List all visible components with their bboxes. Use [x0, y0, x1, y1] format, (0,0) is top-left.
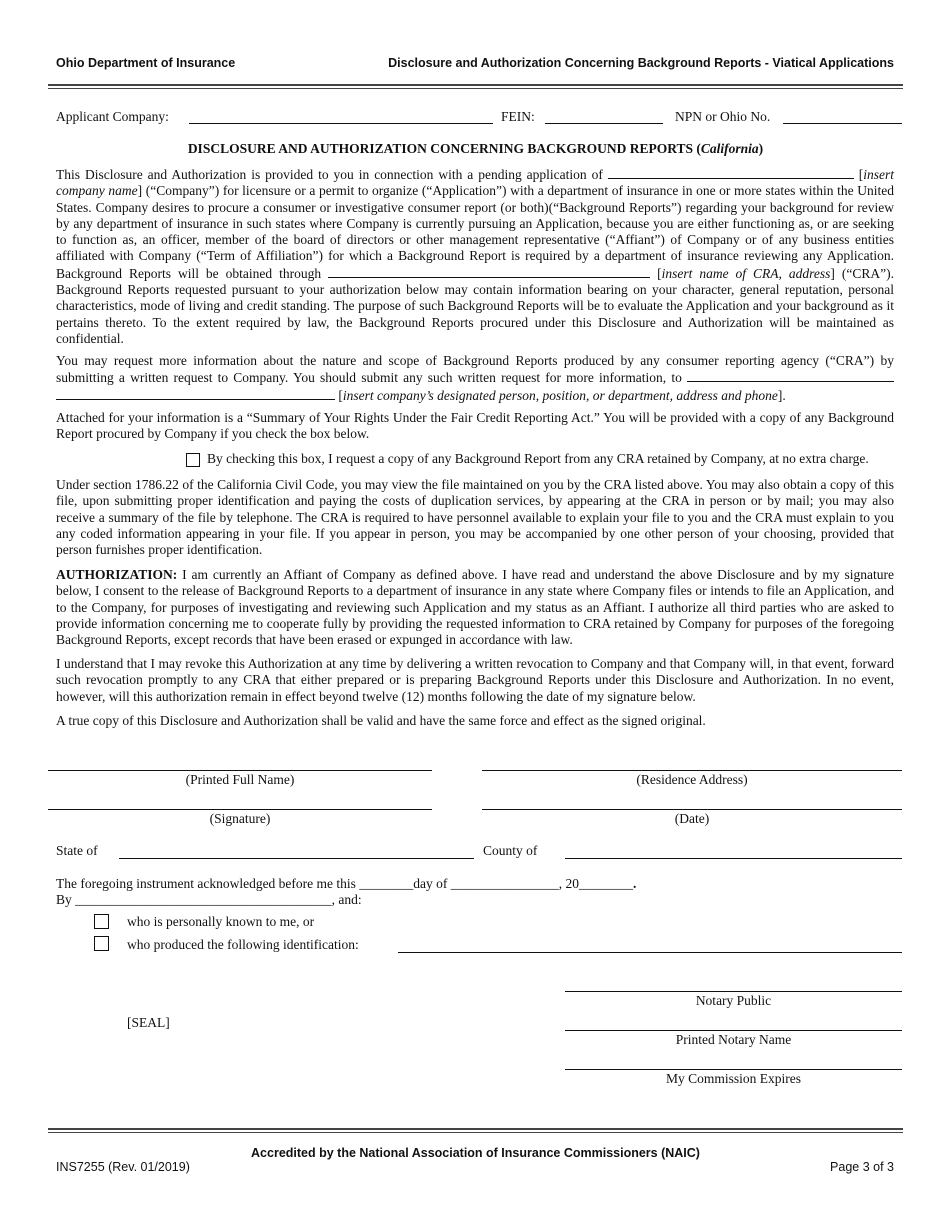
p2-text: You may request more information about the nature and scope of Background Reports produced by any consumer reporting agency (“CRA”) by submitting a written request to Company. You should submit any such written request for more information, to — [56, 353, 894, 386]
disclosure-paragraph — [56, 166, 894, 347]
ack-month-blank[interactable]: ________________ — [450, 876, 559, 891]
p1-bracket: [ — [853, 167, 864, 182]
notary-public-line[interactable] — [565, 991, 902, 992]
header-form-title: Disclosure and Authorization Concerning Background Reports - Viatical Applications — [388, 56, 894, 70]
footer-accreditation: Accredited by the National Association of Insurance Commissioners (NAIC) — [251, 1146, 700, 1160]
fein-label: FEIN: — [501, 109, 535, 124]
title-close: ) — [758, 141, 764, 156]
acknowledgment-line — [56, 876, 636, 892]
printed-name-line[interactable] — [48, 770, 432, 771]
document-title — [48, 141, 903, 157]
authorization-text: I am currently an Affiant of Company as defined above. I have read and understand the above Disclosure and by my signature below, I consent to the release of Background Reports to a department of insurance in any state where Company files or intends to file an Application, and to the Company, for purposes of investigating and reviewing such Application and my status as an Affiant. I authorize all third parties who are asked to provide information concerning me to cooperate fully by providing the requested information to CRA retained by Company for purposes of the foregoing Background Reports, except records that have been erased or expunged in accordance with law. — [56, 567, 894, 648]
p1-text-c: ] (“CRA”). Background Reports requested pursuant to your authorization below may contain information bearing on your character, general reputation, personal characteristics, mode of living and credit standing. The purpose of such Background Reports will be to evaluate the Application and your background as it pertains thereto. To the extent required by law, the Background Reports procured under this Disclosure and Authorization will be maintained as confidential. — [56, 265, 894, 346]
p2-end: ]. — [777, 387, 786, 403]
footer-rule — [48, 1128, 903, 1133]
insert-designated-hint: insert company’s designated person, position, or department, address and phone — [342, 387, 778, 403]
ack-text-a: The foregoing instrument acknowledged before me this — [56, 876, 360, 891]
request-copy-checkbox[interactable] — [186, 453, 200, 467]
notary-public-caption: Notary Public — [695, 993, 772, 1008]
county-of-label: County of — [483, 843, 538, 858]
header-agency: Ohio Department of Insurance — [56, 56, 236, 70]
revocation-paragraph: I understand that I may revoke this Authorization at any time by delivering a written revocation to Company and that Company will, in that event, forward such revocation promptly to any CRA that either prepared or is preparing Background Reports under this Disclosure and Authorization. In no event, however, will this authorization remain in effect beyond twelve (12) months following the date of my signature below. — [56, 656, 894, 704]
insert-cra-hint: insert name of CRA, address — [661, 265, 831, 281]
residence-address-line[interactable] — [482, 770, 902, 771]
printed-notary-name-line[interactable] — [565, 1030, 902, 1031]
seal-label: [SEAL] — [127, 1015, 170, 1030]
personally-known-label: who is personally known to me, or — [127, 914, 315, 929]
date-line[interactable] — [482, 809, 902, 810]
personally-known-checkbox[interactable] — [94, 914, 109, 929]
p1-bracket-2: [ — [650, 265, 662, 281]
cra-blank[interactable] — [328, 265, 650, 278]
fein-field[interactable] — [545, 123, 663, 124]
printed-notary-name-caption: Printed Notary Name — [675, 1032, 792, 1047]
state-of-field[interactable] — [119, 858, 474, 859]
produced-identification-checkbox[interactable] — [94, 936, 109, 951]
commission-expires-line[interactable] — [565, 1069, 902, 1070]
designated-person-blank[interactable] — [687, 369, 894, 382]
npn-field[interactable] — [783, 123, 902, 124]
ack-text-d: . — [633, 876, 637, 891]
fcra-summary-paragraph: Attached for your information is a “Summary of Your Rights Under the Fair Credit Reporting Act.” You will be provided with a copy of any Background Report procured by Company if you check the box below. — [56, 410, 894, 442]
residence-address-caption: (Residence Address) — [636, 772, 748, 787]
date-caption: (Date) — [674, 811, 710, 826]
applicant-company-label: Applicant Company: — [56, 109, 169, 124]
npn-label: NPN or Ohio No. — [675, 109, 771, 124]
identification-field[interactable] — [398, 952, 902, 953]
by-name-blank[interactable]: ______________________________________ — [75, 892, 332, 907]
ack-text-c: , 20 — [558, 876, 580, 891]
county-of-field[interactable] — [565, 858, 902, 859]
authorization-paragraph — [56, 567, 894, 648]
by-text-a: By — [56, 892, 76, 907]
footer-form-number: INS7255 (Rev. 01/2019) — [56, 1160, 190, 1174]
insert-company-hint: insert company name — [56, 167, 895, 199]
signature-caption: (Signature) — [209, 811, 271, 826]
p2-bracket: [ — [335, 387, 343, 403]
request-copy-label: By checking this box, I request a copy of any Background Report from any CRA retained by Company, at no extra charge. — [207, 451, 869, 466]
header-rule — [48, 84, 903, 89]
title-state: California — [700, 141, 759, 156]
civil-code-paragraph: Under section 1786.22 of the California Civil Code, you may view the file maintained on you by the CRA listed above. You may also obtain a copy of this file, upon submitting proper identification and paying the costs of duplication services, by appearing at the CRA in person or by mail; you may also receive a summary of the file by telephone. The CRA is required to have personnel available to explain your file to you and the CRA must explain to you any coded information appearing in your file. If you appear in person, you may be accompanied by one other person of your choosing, provided that person furnishes proper identification. — [56, 477, 894, 558]
signature-line[interactable] — [48, 809, 432, 810]
by-text-b: , and: — [331, 892, 362, 907]
company-name-blank[interactable] — [608, 166, 854, 179]
ack-year-blank[interactable]: ________ — [579, 876, 634, 891]
true-copy-paragraph: A true copy of this Disclosure and Authorization shall be valid and have the same force and effect as the signed original. — [56, 713, 706, 728]
designated-person-blank-2[interactable] — [56, 387, 335, 400]
by-line — [56, 892, 362, 908]
commission-expires-caption: My Commission Expires — [665, 1071, 801, 1086]
authorization-label: AUTHORIZATION: — [56, 567, 178, 582]
footer-page-number: Page 3 of 3 — [830, 1160, 894, 1174]
ack-day-blank[interactable]: ________ — [359, 876, 414, 891]
request-info-paragraph — [56, 353, 894, 404]
printed-name-caption: (Printed Full Name) — [185, 772, 295, 787]
applicant-company-field[interactable] — [189, 123, 493, 124]
produced-identification-label: who produced the following identification: — [127, 937, 359, 952]
ack-text-b: day of — [413, 876, 451, 891]
p1-text-a: This Disclosure and Authorization is provided to you in connection with a pending application of — [56, 167, 608, 182]
p1-text-b: ] (“Company”) for licensure or a permit to organize (“Application”) with a department of insurance in one or more states within the United States. Company desires to procure a consumer or investigative consumer report (or both)(“Background Reports”) regarding your background for review by any department of insurance in such states where Company is currently pursuing an Application, because you are either functioning as, or are seeking to function as, an officer, member of the board of directors or other management representative (“Affiant”) of Company or of any business entities affiliated with Company (“Term of Affiliation”) for which a Background Report is required by a department of insurance reviewing any Application. Background Reports will be obtained through — [56, 183, 895, 281]
state-of-label: State of — [56, 843, 98, 858]
title-main: DISCLOSURE AND AUTHORIZATION CONCERNING BACKGROUND REPORTS ( — [187, 141, 701, 156]
